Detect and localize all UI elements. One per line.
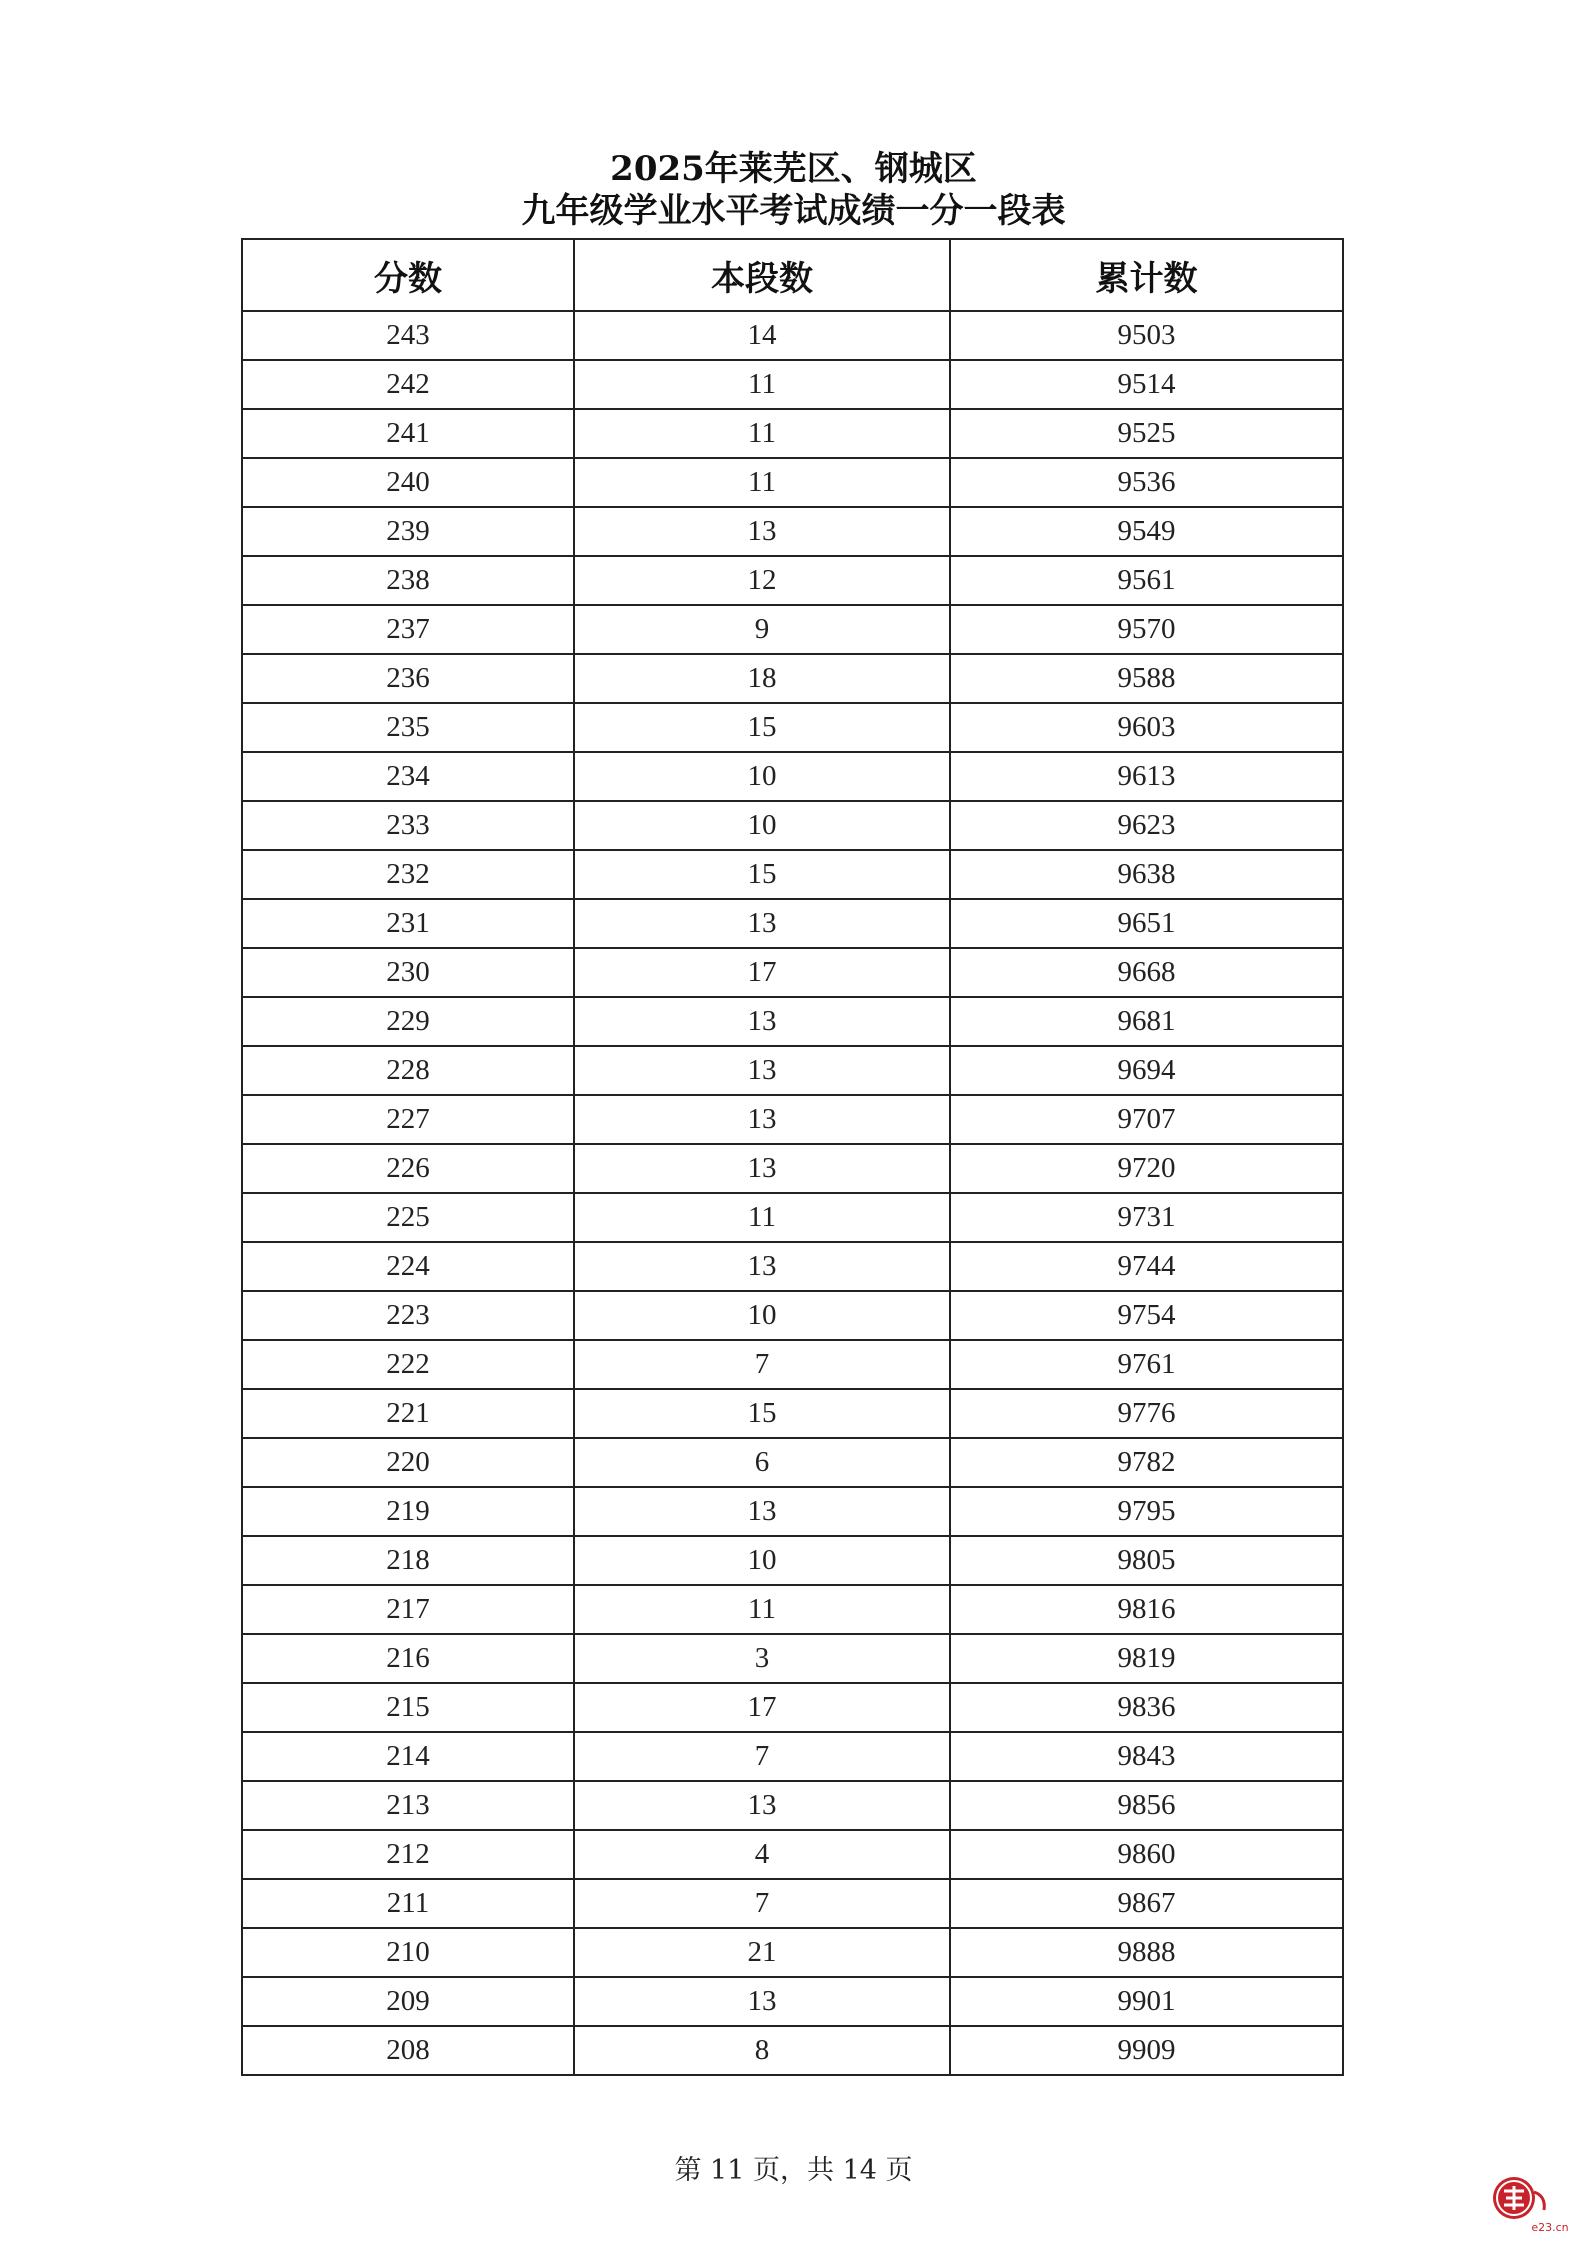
cell-score: 243: [242, 311, 574, 360]
table-row: [242, 1144, 1343, 1193]
cell-segment-count: 13: [574, 899, 950, 948]
cell-segment-count: 13: [574, 1046, 950, 1095]
cell-cumulative-count: 9901: [950, 1977, 1343, 2026]
cell-segment-count: 13: [574, 1144, 950, 1193]
table-row: [242, 997, 1343, 1046]
cell-segment-count: 11: [574, 1193, 950, 1242]
cell-cumulative-count: 9720: [950, 1144, 1343, 1193]
cell-segment-count: 11: [574, 360, 950, 409]
cell-cumulative-count: 9836: [950, 1683, 1343, 1732]
cell-cumulative-count: 9638: [950, 850, 1343, 899]
cell-score: 224: [242, 1242, 574, 1291]
cell-segment-count: 18: [574, 654, 950, 703]
table-row: [242, 1193, 1343, 1242]
table-row: [242, 1389, 1343, 1438]
table-body: [242, 311, 1343, 2075]
cell-score: 210: [242, 1928, 574, 1977]
cell-score: 226: [242, 1144, 574, 1193]
header-segment-count: 本段数: [574, 239, 950, 311]
cell-cumulative-count: 9731: [950, 1193, 1343, 1242]
table-row: [242, 1781, 1343, 1830]
cell-score: 211: [242, 1879, 574, 1928]
table-row: [242, 458, 1343, 507]
header-cumulative-count: 累计数: [950, 239, 1343, 311]
cell-cumulative-count: 9867: [950, 1879, 1343, 1928]
page-title: [0, 148, 1587, 232]
table-row: [242, 801, 1343, 850]
cell-segment-count: 10: [574, 801, 950, 850]
cell-segment-count: 4: [574, 1830, 950, 1879]
cell-cumulative-count: 9536: [950, 458, 1343, 507]
cell-segment-count: 7: [574, 1340, 950, 1389]
cell-score: 240: [242, 458, 574, 507]
cell-cumulative-count: 9744: [950, 1242, 1343, 1291]
cell-segment-count: 13: [574, 1781, 950, 1830]
cell-score: 242: [242, 360, 574, 409]
cell-score: 220: [242, 1438, 574, 1487]
table-row: [242, 1487, 1343, 1536]
table-row: [242, 703, 1343, 752]
table-row: [242, 1438, 1343, 1487]
cell-score: 230: [242, 948, 574, 997]
cell-cumulative-count: 9588: [950, 654, 1343, 703]
cell-score: 217: [242, 1585, 574, 1634]
cell-segment-count: 17: [574, 1683, 950, 1732]
cell-score: 239: [242, 507, 574, 556]
table-row: [242, 360, 1343, 409]
cell-score: 213: [242, 1781, 574, 1830]
table-row: [242, 1585, 1343, 1634]
table-row: [242, 1634, 1343, 1683]
cell-segment-count: 11: [574, 409, 950, 458]
table-row: [242, 605, 1343, 654]
cell-cumulative-count: 9888: [950, 1928, 1343, 1977]
table-row: [242, 1879, 1343, 1928]
cell-segment-count: 10: [574, 1536, 950, 1585]
cell-score: 225: [242, 1193, 574, 1242]
cell-segment-count: 12: [574, 556, 950, 605]
cell-segment-count: 21: [574, 1928, 950, 1977]
cell-score: 223: [242, 1291, 574, 1340]
watermark-text: e23.cn: [1531, 2221, 1569, 2234]
cell-cumulative-count: 9681: [950, 997, 1343, 1046]
cell-segment-count: 11: [574, 458, 950, 507]
cell-cumulative-count: 9782: [950, 1438, 1343, 1487]
cell-score: 231: [242, 899, 574, 948]
table-row: [242, 1340, 1343, 1389]
table-row: [242, 507, 1343, 556]
table-row: [242, 1536, 1343, 1585]
cell-segment-count: 9: [574, 605, 950, 654]
table-row: [242, 1928, 1343, 1977]
cell-cumulative-count: 9805: [950, 1536, 1343, 1585]
cell-segment-count: 13: [574, 1977, 950, 2026]
cell-segment-count: 13: [574, 1487, 950, 1536]
cell-segment-count: 13: [574, 507, 950, 556]
table-row: [242, 1732, 1343, 1781]
cell-score: 212: [242, 1830, 574, 1879]
page-number: 第 11 页，共 14 页: [674, 2155, 913, 2186]
cell-score: 232: [242, 850, 574, 899]
cell-cumulative-count: 9843: [950, 1732, 1343, 1781]
cell-score: 238: [242, 556, 574, 605]
cell-segment-count: 6: [574, 1438, 950, 1487]
cell-cumulative-count: 9795: [950, 1487, 1343, 1536]
cell-segment-count: 14: [574, 311, 950, 360]
cell-segment-count: 17: [574, 948, 950, 997]
table-row: [242, 2026, 1343, 2075]
cell-segment-count: 7: [574, 1879, 950, 1928]
cell-score: 215: [242, 1683, 574, 1732]
cell-cumulative-count: 9561: [950, 556, 1343, 605]
table-header-row: [242, 239, 1343, 311]
header-score: 分数: [242, 239, 574, 311]
cell-segment-count: 15: [574, 703, 950, 752]
cell-cumulative-count: 9707: [950, 1095, 1343, 1144]
cell-score: 241: [242, 409, 574, 458]
table-row: [242, 1095, 1343, 1144]
cell-segment-count: 3: [574, 1634, 950, 1683]
cell-cumulative-count: 9694: [950, 1046, 1343, 1095]
cell-segment-count: 7: [574, 1732, 950, 1781]
cell-score: 228: [242, 1046, 574, 1095]
cell-score: 219: [242, 1487, 574, 1536]
cell-segment-count: 15: [574, 1389, 950, 1438]
cell-cumulative-count: 9570: [950, 605, 1343, 654]
cell-cumulative-count: 9651: [950, 899, 1343, 948]
cell-cumulative-count: 9860: [950, 1830, 1343, 1879]
cell-segment-count: 13: [574, 1095, 950, 1144]
cell-cumulative-count: 9761: [950, 1340, 1343, 1389]
cell-segment-count: 8: [574, 2026, 950, 2075]
cell-segment-count: 15: [574, 850, 950, 899]
cell-cumulative-count: 9816: [950, 1585, 1343, 1634]
cell-segment-count: 10: [574, 752, 950, 801]
title-line-2: 九年级学业水平考试成绩一分一段表: [521, 191, 1066, 231]
site-logo-icon: [1490, 2172, 1570, 2236]
cell-cumulative-count: 9668: [950, 948, 1343, 997]
table-row: [242, 311, 1343, 360]
table-row: [242, 850, 1343, 899]
table-row: [242, 752, 1343, 801]
cell-score: 233: [242, 801, 574, 850]
cell-cumulative-count: 9549: [950, 507, 1343, 556]
cell-score: 208: [242, 2026, 574, 2075]
table-row: [242, 1046, 1343, 1095]
cell-cumulative-count: 9776: [950, 1389, 1343, 1438]
cell-cumulative-count: 9819: [950, 1634, 1343, 1683]
cell-segment-count: 11: [574, 1585, 950, 1634]
table-row: [242, 899, 1343, 948]
cell-score: 222: [242, 1340, 574, 1389]
cell-score: 209: [242, 1977, 574, 2026]
cell-cumulative-count: 9525: [950, 409, 1343, 458]
cell-score: 214: [242, 1732, 574, 1781]
table-row: [242, 654, 1343, 703]
cell-cumulative-count: 9514: [950, 360, 1343, 409]
cell-cumulative-count: 9856: [950, 1781, 1343, 1830]
table-row: [242, 1242, 1343, 1291]
cell-segment-count: 13: [574, 1242, 950, 1291]
table-row: [242, 409, 1343, 458]
cell-score: 237: [242, 605, 574, 654]
cell-segment-count: 13: [574, 997, 950, 1046]
table-row: [242, 1830, 1343, 1879]
cell-cumulative-count: 9613: [950, 752, 1343, 801]
cell-score: 235: [242, 703, 574, 752]
cell-score: 221: [242, 1389, 574, 1438]
cell-cumulative-count: 9623: [950, 801, 1343, 850]
table-row: [242, 1683, 1343, 1732]
cell-score: 218: [242, 1536, 574, 1585]
cell-segment-count: 10: [574, 1291, 950, 1340]
table-row: [242, 948, 1343, 997]
cell-score: 227: [242, 1095, 574, 1144]
cell-score: 229: [242, 997, 574, 1046]
score-distribution-table: [241, 238, 1344, 2076]
cell-cumulative-count: 9503: [950, 311, 1343, 360]
cell-cumulative-count: 9754: [950, 1291, 1343, 1340]
table-row: [242, 556, 1343, 605]
table-row: [242, 1977, 1343, 2026]
cell-score: 216: [242, 1634, 574, 1683]
title-line-1: 2025年莱芜区、钢城区: [610, 149, 977, 189]
cell-score: 234: [242, 752, 574, 801]
cell-score: 236: [242, 654, 574, 703]
table-row: [242, 1291, 1343, 1340]
cell-cumulative-count: 9909: [950, 2026, 1343, 2075]
cell-cumulative-count: 9603: [950, 703, 1343, 752]
